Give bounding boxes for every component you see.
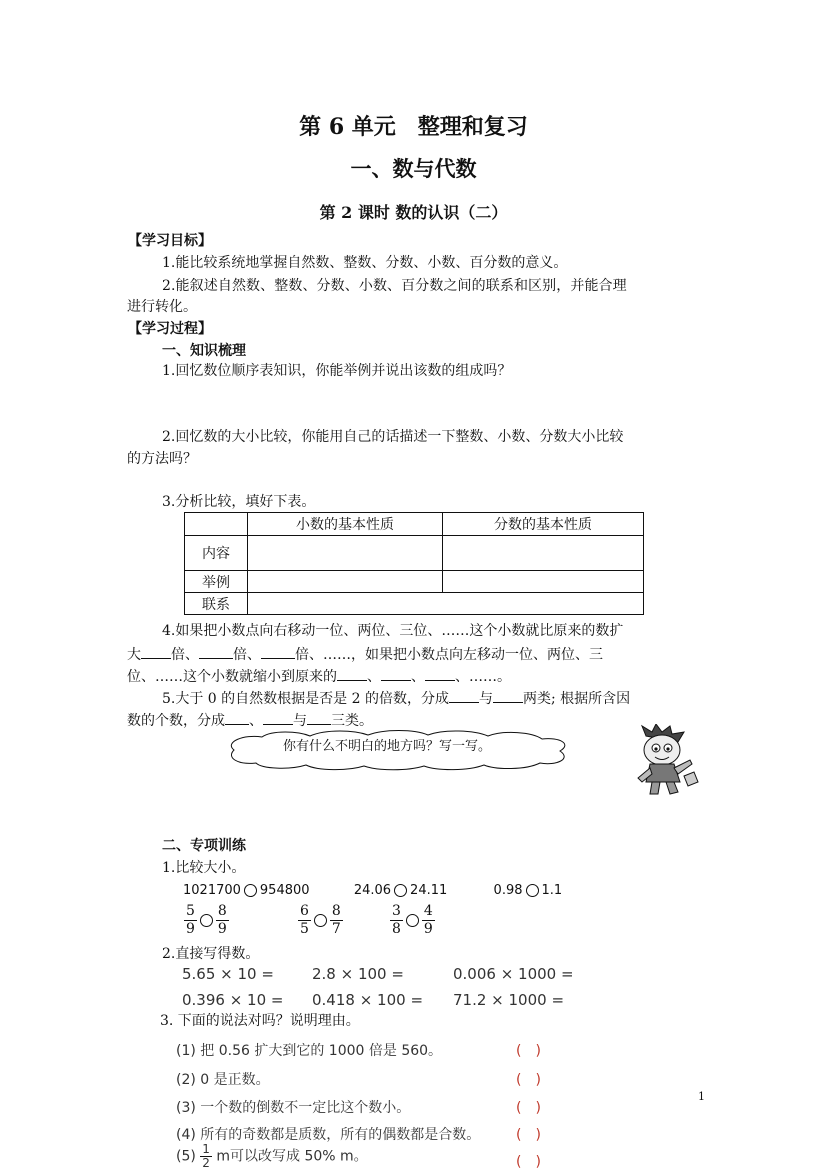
calc-item: 0.418 × 100 = xyxy=(312,991,424,1009)
training-question-2: 2.直接写得数。 xyxy=(162,946,260,962)
table-cell[interactable] xyxy=(443,571,644,593)
table-corner xyxy=(185,513,248,536)
table-row-label: 联系 xyxy=(185,593,248,615)
calc-item: 5.65 × 10 = xyxy=(182,965,274,983)
question-2-line1: 2.回忆数的大小比较，你能用自己的话描述一下整数、小数、分数大小比较 xyxy=(162,429,624,445)
answer-blank[interactable] xyxy=(449,688,479,703)
section-title: 一、数与代数 xyxy=(350,156,477,181)
question-2-line2: 的方法吗？ xyxy=(127,451,197,467)
question-3: 3.分析比较，填好下表。 xyxy=(162,494,316,510)
knowledge-heading: 一、知识梳理 xyxy=(162,343,246,359)
question-5-line1: 5.大于 0 的自然数根据是否是 2 的倍数，分成 与 两类; 根据所含因 xyxy=(162,688,630,709)
question-1: 1.回忆数位顺序表知识，你能举例并说出该数的组成吗？ xyxy=(162,363,512,379)
compare-circle[interactable] xyxy=(406,914,419,927)
lesson-title: 第 2 课时 数的认识（二） xyxy=(319,203,508,222)
fraction-compare-1: $\frac{5}{9}$ $\frac{8}{9}$ xyxy=(186,903,227,937)
answer-paren[interactable]: ( ) xyxy=(516,1043,541,1059)
training-question-1: 1.比较大小。 xyxy=(162,860,246,876)
table-header-decimal: 小数的基本性质 xyxy=(248,513,443,536)
statement-5: (5) $\frac{1}{2}$ m可以改写成 50% m。 xyxy=(176,1142,368,1170)
answer-blank[interactable] xyxy=(493,688,523,703)
question-5-line2: 数的个数，分成 、 与 三类。 xyxy=(127,710,373,731)
table-cell[interactable] xyxy=(248,571,443,593)
compare-circle[interactable] xyxy=(526,884,539,897)
answer-blank[interactable] xyxy=(225,710,249,725)
answer-paren[interactable]: ( ) xyxy=(516,1154,541,1170)
question-4-line1: 4.如果把小数点向右移动一位、两位、三位、……这个小数就比原来的数扩 xyxy=(162,623,624,639)
compare-circle[interactable] xyxy=(314,914,327,927)
table-cell[interactable] xyxy=(248,536,443,571)
table-header-fraction: 分数的基本性质 xyxy=(443,513,644,536)
answer-paren[interactable]: ( ) xyxy=(516,1127,541,1143)
page-number: 1 xyxy=(698,1090,705,1103)
fraction-compare-2: $\frac{6}{5}$ $\frac{8}{7}$ xyxy=(300,903,341,937)
calc-item: 0.006 × 1000 = xyxy=(453,965,574,983)
cartoon-child-icon xyxy=(632,724,700,796)
statement-2: (2) 0 是正数。 xyxy=(176,1072,270,1088)
calc-item: 71.2 × 1000 = xyxy=(453,991,565,1009)
answer-blank[interactable] xyxy=(141,644,171,659)
table-row-label: 举例 xyxy=(185,571,248,593)
answer-blank[interactable] xyxy=(261,644,295,659)
question-4-line3: 位、……这个小数就缩小到原来的 、 、 、……。 xyxy=(127,666,511,687)
answer-blank[interactable] xyxy=(263,710,293,725)
calc-item: 0.396 × 10 = xyxy=(182,991,284,1009)
table-row-label: 内容 xyxy=(185,536,248,571)
properties-table xyxy=(184,512,644,615)
answer-blank[interactable] xyxy=(381,666,411,681)
table-cell[interactable] xyxy=(248,593,644,615)
compare-circle[interactable] xyxy=(394,884,407,897)
answer-blank[interactable] xyxy=(199,644,233,659)
statement-3: (3) 一个数的倒数不一定比这个数小。 xyxy=(176,1100,411,1116)
goal-item-2: 2.能叙述自然数、整数、分数、小数、百分数之间的联系和区别，并能合理 xyxy=(162,278,627,294)
unit-title: 第 6 单元 整理和复习 xyxy=(299,114,528,140)
training-heading: 二、专项训练 xyxy=(162,838,246,854)
statement-1: (1) 把 0.56 扩大到它的 1000 倍是 560。 xyxy=(176,1043,443,1059)
goal-item-1: 1.能比较系统地掌握自然数、整数、分数、小数、百分数的意义。 xyxy=(162,255,568,271)
answer-blank[interactable] xyxy=(337,666,367,681)
compare-row: 1021700 954800 24.06 24.11 0.98 1.1 xyxy=(183,883,563,898)
fraction-compare-3: $\frac{3}{8}$ $\frac{4}{9}$ xyxy=(392,903,433,937)
goal-item-2-cont: 进行转化。 xyxy=(127,299,197,315)
cloud-text: 你有什么不明白的地方吗？写一写。 xyxy=(283,739,492,754)
training-question-3: 3. 下面的说法对吗？说明理由。 xyxy=(160,1013,360,1029)
table-cell[interactable] xyxy=(443,536,644,571)
compare-circle[interactable] xyxy=(244,884,257,897)
calc-item: 2.8 × 100 = xyxy=(312,965,404,983)
process-heading: 【学习过程】 xyxy=(128,321,212,337)
answer-blank[interactable] xyxy=(307,710,331,725)
answer-blank[interactable] xyxy=(425,666,455,681)
statement-4: (4) 所有的奇数都是质数，所有的偶数都是合数。 xyxy=(176,1127,481,1143)
answer-paren[interactable]: ( ) xyxy=(516,1072,541,1088)
question-4-line2: 大 倍、 倍、 倍、……，如果把小数点向左移动一位、两位、三 xyxy=(127,644,603,665)
answer-paren[interactable]: ( ) xyxy=(516,1100,541,1116)
goals-heading: 【学习目标】 xyxy=(128,233,212,249)
compare-circle[interactable] xyxy=(200,914,213,927)
